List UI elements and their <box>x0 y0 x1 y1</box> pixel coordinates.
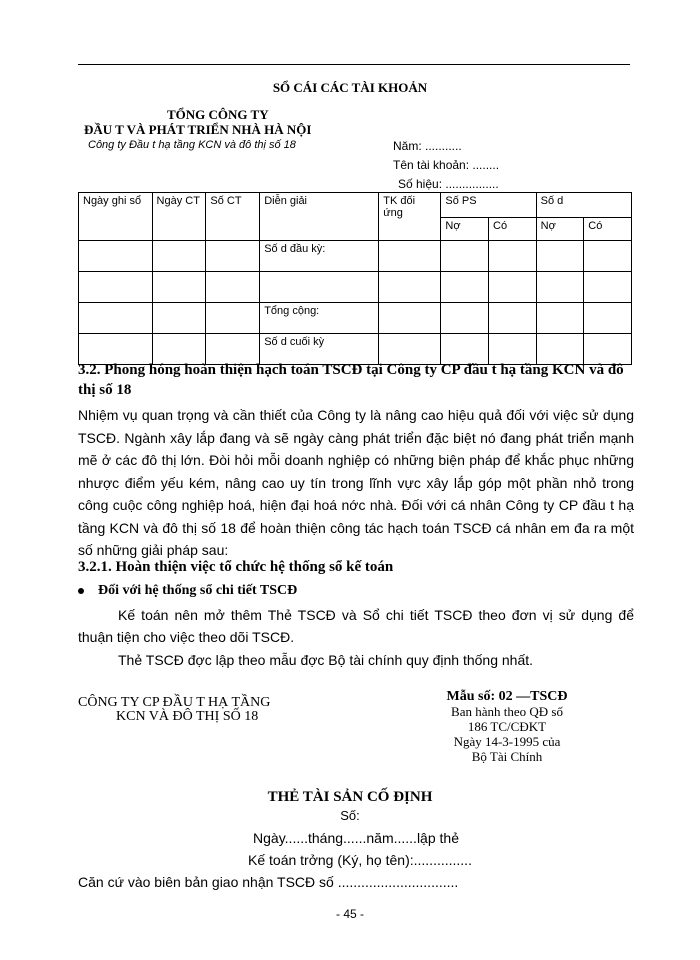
issued-line-2: 186 TC/CĐKT <box>467 719 547 734</box>
row-opening: Số d đầu kỳ: <box>260 241 379 272</box>
col-description: Diễn giải <box>260 193 379 241</box>
table-row <box>79 303 632 334</box>
section-heading-3-2-1: 3.2.1. Hoàn thiện việc tổ chức hệ thống sổ kế toán <box>78 559 394 575</box>
top-rule <box>78 64 630 65</box>
row-closing: Số d cuối kỳ <box>260 334 379 365</box>
bullet-text: Đối với hệ thống sổ chi tiết TSCĐ <box>98 583 298 598</box>
company-line-2: ĐẦU T VÀ PHÁT TRIỂN NHÀ HÀ NỘI <box>84 122 312 137</box>
col-date-doc: Ngày CT <box>152 193 206 241</box>
form-template-number: Mẫu số: 02 —TSCĐ <box>446 689 568 704</box>
form-company-line-2: KCN VÀ ĐÔ THỊ SỐ 18 <box>116 709 259 724</box>
based-on-line: Căn cứ vào biên bản giao nhận TSCĐ số ............................... <box>78 874 459 890</box>
col-ps: Số PS <box>441 193 536 218</box>
col-contra: TK đối ứng <box>379 193 441 241</box>
col-bal-debit: Nợ <box>536 218 584 241</box>
account-no-field: Số hiệu: ................ <box>398 177 499 191</box>
col-date-record: Ngày ghi sổ <box>79 193 153 241</box>
company-line-1: TỔNG CÔNG TY <box>167 107 269 122</box>
table-row <box>79 272 632 303</box>
year-field: Năm: ........... <box>393 139 462 153</box>
col-ps-credit: Có <box>489 218 537 241</box>
ledger-title: SỔ CÁI CÁC TÀI KHOẢN <box>272 80 428 95</box>
paragraph-3: Thẻ TSCĐ đợc lập theo mẫu đợc Bộ tài chính quy định thống nhất. <box>118 652 534 668</box>
chief-accountant-line: Kế toán trởng (Ký, họ tên):............... <box>248 852 472 868</box>
col-ps-debit: Nợ <box>441 218 489 241</box>
card-number: Số: <box>340 808 360 823</box>
bullet-icon <box>78 588 84 594</box>
table-row <box>79 241 632 272</box>
form-template-info <box>412 689 602 764</box>
form-company <box>78 696 270 724</box>
issued-line-4: Bộ Tài Chính <box>471 749 543 764</box>
company-line-3: Công ty Đầu t hạ tầng KCN và đô thị số 18 <box>88 139 296 151</box>
main-paragraph: Nhiệm vụ quan trọng và cần thiết của Công ty là nâng cao hiệu quả đối với việc sử dụng TSCĐ. Ngành xây lắp đang và sẽ ngày càng phát triển đặc biệt nó đang phát triển mạnh mẽ ở các đô thị lớn. Đòi hỏi mỗi doanh nghiệp có những biện pháp để khắc phục những nhược điểm yếu kém, nâng cao uy tín trong lĩnh vực xây lắp góp một phần nhỏ trong công cuộc công nghiệp hoá, hiện đại hoá nớc nhà. Đối với cá nhân Công ty CP đầu t hạ tầng KCN và đô thị số 18 để hoàn thiện công tác hạch toán TSCĐ cá nhân em đa ra một số những giải pháp sau: <box>78 407 634 558</box>
col-bal-credit: Có <box>584 218 632 241</box>
issued-line-3: Ngày 14-3-1995 của <box>453 734 561 749</box>
paragraph-2: Kế toán nên mở thêm Thẻ TSCĐ và Sổ chi tiết TSCĐ theo đơn vị sử dụng để thuận tiện cho việc theo dõi TSCĐ. <box>78 607 634 645</box>
card-date: Ngày......tháng......năm......lập thẻ <box>253 830 459 846</box>
section-heading-3-2: 3.2. Phong hóng hoàn thiện hạch toán TSCĐ tại Công ty CP đầu t hạ tầng KCN và đô thị số 18 <box>78 362 624 398</box>
form-company-line-1: CÔNG TY CP ĐẦU T HẠ TẦNG <box>78 695 271 710</box>
ledger-table <box>78 192 632 365</box>
page-number: - 45 - <box>335 907 364 921</box>
bullet-item <box>78 583 297 599</box>
col-balance: Số d <box>536 193 631 218</box>
card-title: THẺ TÀI SẢN CỐ ĐỊNH <box>267 789 433 805</box>
issued-line-1: Ban hành theo QĐ số <box>451 704 563 719</box>
account-name-field: Tên tài khoản: ........ <box>393 158 500 172</box>
row-total: Tổng cộng: <box>260 303 379 334</box>
col-doc-no: Số CT <box>206 193 260 241</box>
